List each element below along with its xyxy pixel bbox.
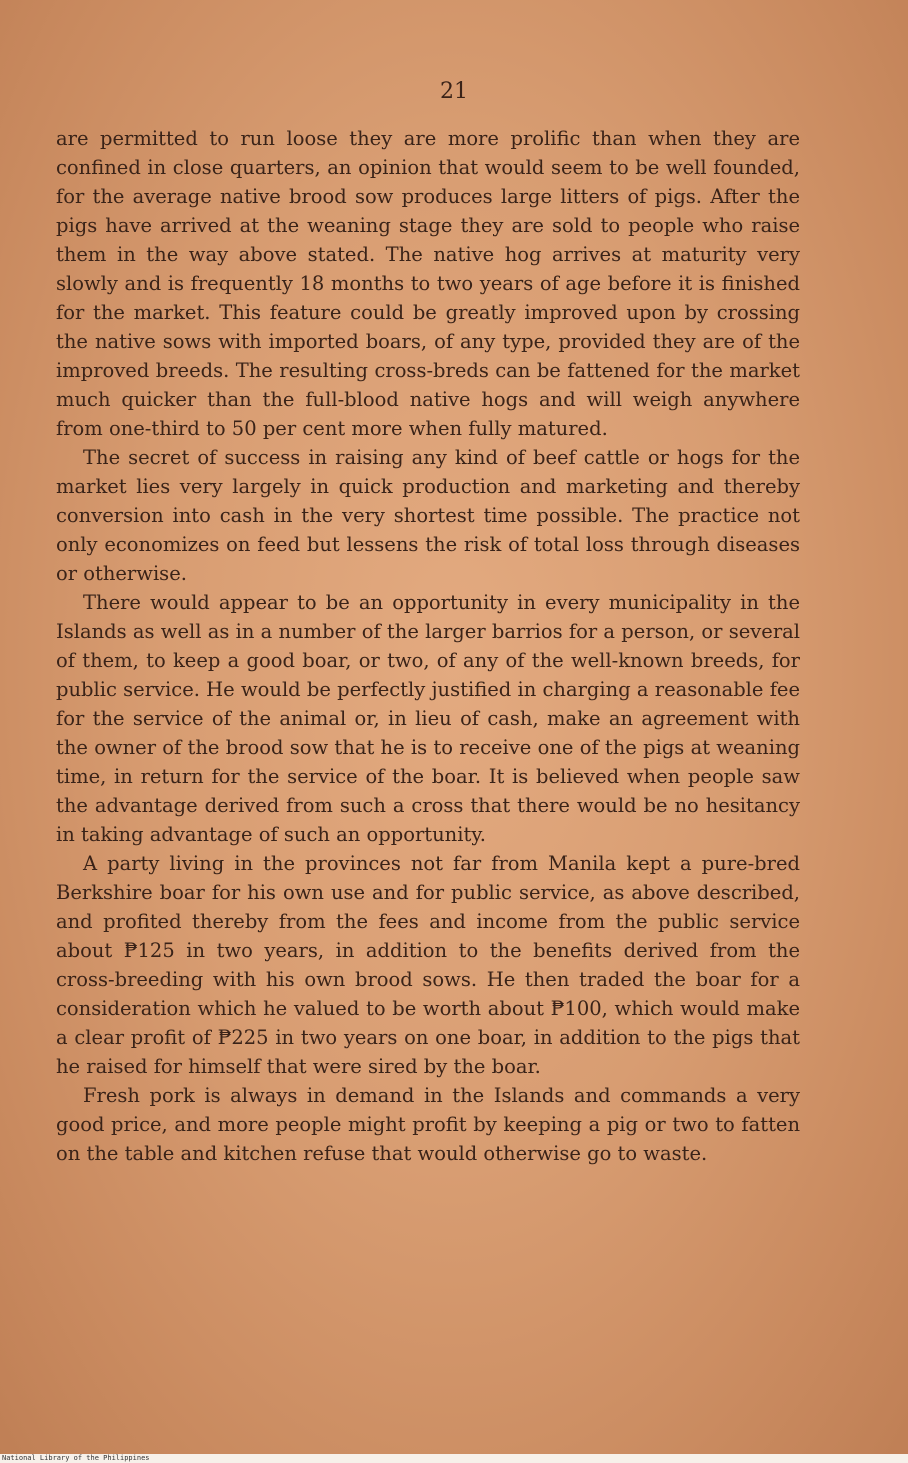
paragraph-continuation: are permitted to run loose they are more prolific than when they are confined in close quarters, an opinion that would seem to be well founded, for the average native brood sow produces large litters of pigs. After the pigs have arrived at the weaning stage they are sold to people who raise them in the way above stated. The native hog arrives at maturity very slowly and is frequently 18 months to two years of age before it is finished for the market. This feature could be greatly improved upon by crossing the native sows with imported boars, of any type, provided they are of the improved breeds. The resulting cross-breds can be fattened for the market much quicker than the full-blood native hogs and will weigh anywhere from one-third to 50 per cent more when fully matured.: [56, 127, 800, 440]
page-number: 21: [440, 79, 468, 104]
paragraph-berkshire-boar: A party living in the provinces not far from Manila kept a pure-bred Berkshire boar for his own use and for public service, as above described, and profited thereby from the fees and income from the public service about ₱125 in two years, in addition to the benefits derived from the cross-breeding with his own brood sows. He then traded the boar for a consideration which he valued to be worth about ₱100, which would make a clear profit of ₱225 in two years on one boar, in addition to the pigs that he raised for himself that were sired by the boar.: [56, 852, 800, 1078]
body-text: [56, 124, 800, 1168]
footer-credit: National Library of the Philippines: [2, 1454, 150, 1462]
paragraph-fresh-pork: Fresh pork is always in demand in the Islands and commands a very good price, and more people might profit by keeping a pig or two to fatten on the table and kitchen refuse that would otherwise go to waste.: [56, 1084, 800, 1165]
paragraph-public-service: There would appear to be an opportunity in every municipality in the Islands as well as in a number of the larger barrios for a person, or several of them, to keep a good boar, or two, of any of the well-known breeds, for public service. He would be perfectly justified in charging a reasonable fee for the service of the animal or, in lieu of cash, make an agreement with the owner of the brood sow that he is to receive one of the pigs at weaning time, in return for the service of the boar. It is believed when people saw the advantage derived from such a cross that there would be no hesitancy in taking advantage of such an opportunity.: [56, 591, 800, 846]
paragraph-quick-production: The secret of success in raising any kind of beef cattle or hogs for the market lies very largely in quick production and marketing and thereby conversion into cash in the very shortest time possible. The practice not only economizes on feed but lessens the risk of total loss through diseases or otherwise.: [56, 446, 800, 585]
